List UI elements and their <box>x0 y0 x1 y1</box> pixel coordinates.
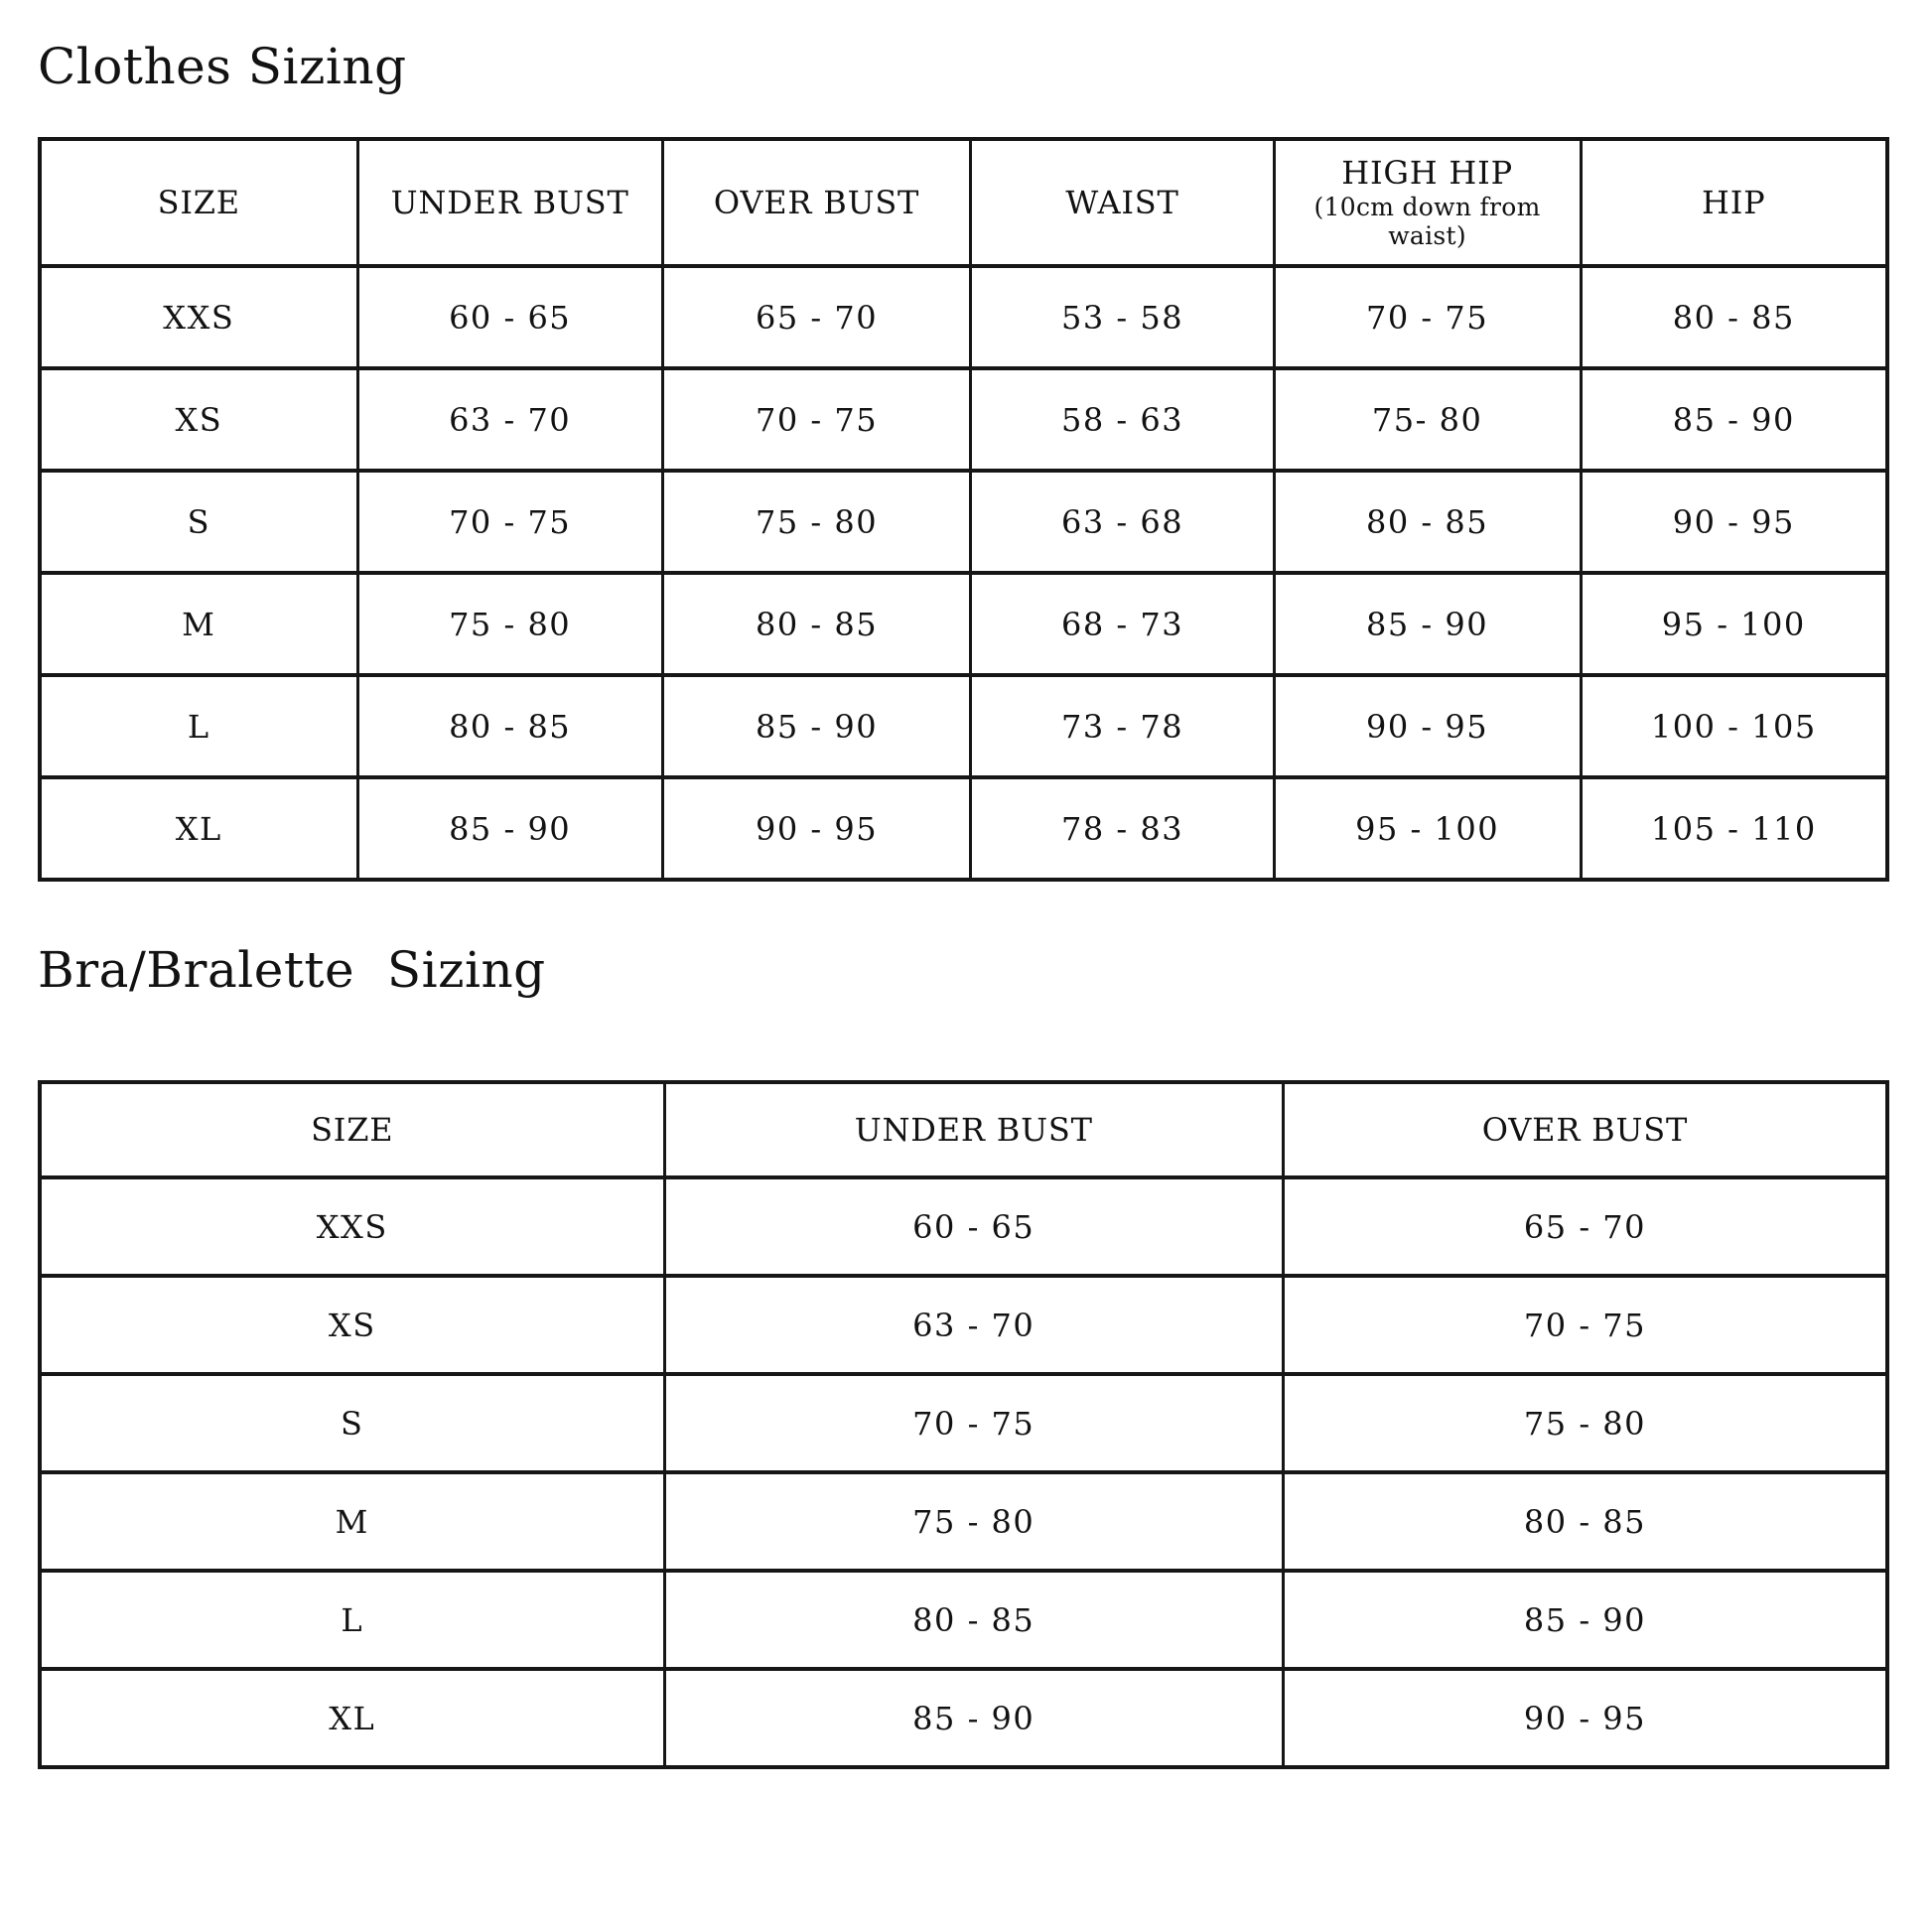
table-row <box>40 777 1887 880</box>
header-row <box>40 139 1887 266</box>
table-row <box>40 1571 1887 1669</box>
table-row <box>40 1374 1887 1472</box>
table-row <box>40 573 1887 675</box>
high-hip-cell: 75- 80 <box>1274 368 1581 471</box>
clothes-sizing-section <box>38 0 1889 882</box>
table-row <box>40 266 1887 368</box>
waist-cell: 53 - 58 <box>971 266 1274 368</box>
over-bust-cell: 85 - 90 <box>662 675 971 777</box>
table-row <box>40 1472 1887 1571</box>
waist-cell: 68 - 73 <box>971 573 1274 675</box>
waist-cell: 73 - 78 <box>971 675 1274 777</box>
under-bust-cell: 75 - 80 <box>357 573 662 675</box>
table-row <box>40 675 1887 777</box>
header-row <box>40 1082 1887 1177</box>
col-header-size <box>40 139 357 266</box>
col-header-under-bust <box>357 139 662 266</box>
table-row <box>40 1669 1887 1767</box>
over-bust-cell: 80 - 85 <box>662 573 971 675</box>
col-header-over-bust-label: OVER BUST <box>1481 1110 1689 1149</box>
under-bust-cell: 75 - 80 <box>664 1472 1283 1571</box>
over-bust-cell: 65 - 70 <box>1283 1177 1887 1276</box>
col-header-over-bust <box>1283 1082 1887 1177</box>
clothes-sizing-header <box>40 139 1887 266</box>
col-header-high-hip-label: HIGH HIP <box>1341 154 1513 193</box>
high-hip-cell: 90 - 95 <box>1274 675 1581 777</box>
col-header-over-bust <box>662 139 971 266</box>
col-header-over-bust-label: OVER BUST <box>713 183 920 221</box>
clothes-sizing-table <box>38 137 1889 882</box>
under-bust-cell: 60 - 65 <box>664 1177 1283 1276</box>
bra-sizing-header <box>40 1082 1887 1177</box>
over-bust-cell: 90 - 95 <box>1283 1669 1887 1767</box>
col-header-under-bust-label: UNDER BUST <box>854 1110 1093 1149</box>
under-bust-cell: 63 - 70 <box>664 1276 1283 1374</box>
bra-sizing-body <box>40 1177 1887 1767</box>
over-bust-cell: 75 - 80 <box>662 471 971 573</box>
under-bust-cell: 60 - 65 <box>357 266 662 368</box>
over-bust-cell: 85 - 90 <box>1283 1571 1887 1669</box>
hip-cell: 105 - 110 <box>1581 777 1887 880</box>
bra-sizing-table <box>38 1080 1889 1769</box>
col-header-size-label: SIZE <box>157 183 240 221</box>
waist-cell: 58 - 63 <box>971 368 1274 471</box>
high-hip-cell: 95 - 100 <box>1274 777 1581 880</box>
under-bust-cell: 80 - 85 <box>664 1571 1283 1669</box>
table-row <box>40 471 1887 573</box>
under-bust-cell: 63 - 70 <box>357 368 662 471</box>
clothes-sizing-title: Clothes Sizing <box>38 38 407 95</box>
over-bust-cell: 90 - 95 <box>662 777 971 880</box>
table-row <box>40 1276 1887 1374</box>
over-bust-cell: 70 - 75 <box>1283 1276 1887 1374</box>
size-cell: XL <box>40 777 357 880</box>
col-header-under-bust-label: UNDER BUST <box>390 183 629 221</box>
col-header-high-hip <box>1274 139 1581 266</box>
high-hip-cell: 70 - 75 <box>1274 266 1581 368</box>
col-header-under-bust <box>664 1082 1283 1177</box>
high-hip-cell: 80 - 85 <box>1274 471 1581 573</box>
col-header-waist-label: WAIST <box>1065 183 1179 221</box>
hip-cell: 90 - 95 <box>1581 471 1887 573</box>
size-cell: M <box>40 1472 664 1571</box>
size-cell: L <box>40 1571 664 1669</box>
size-cell: M <box>40 573 357 675</box>
size-cell: XS <box>40 1276 664 1374</box>
over-bust-cell: 75 - 80 <box>1283 1374 1887 1472</box>
waist-cell: 63 - 68 <box>971 471 1274 573</box>
hip-cell: 80 - 85 <box>1581 266 1887 368</box>
size-cell: S <box>40 1374 664 1472</box>
high-hip-note: (10cm down from waist) <box>1313 193 1541 251</box>
waist-cell: 78 - 83 <box>971 777 1274 880</box>
under-bust-cell: 70 - 75 <box>664 1374 1283 1472</box>
size-cell: S <box>40 471 357 573</box>
col-header-hip-label: HIP <box>1702 183 1766 221</box>
clothes-sizing-body <box>40 266 1887 880</box>
over-bust-cell: 70 - 75 <box>662 368 971 471</box>
col-header-size-label: SIZE <box>311 1110 394 1149</box>
col-header-hip <box>1581 139 1887 266</box>
over-bust-cell: 65 - 70 <box>662 266 971 368</box>
under-bust-cell: 70 - 75 <box>357 471 662 573</box>
size-cell: XXS <box>40 266 357 368</box>
under-bust-cell: 80 - 85 <box>357 675 662 777</box>
under-bust-cell: 85 - 90 <box>664 1669 1283 1767</box>
bra-sizing-title: Bra/Bralette Sizing <box>38 941 546 999</box>
size-cell: L <box>40 675 357 777</box>
over-bust-cell: 80 - 85 <box>1283 1472 1887 1571</box>
under-bust-cell: 85 - 90 <box>357 777 662 880</box>
bra-sizing-section <box>38 941 1889 1769</box>
size-cell: XL <box>40 1669 664 1767</box>
table-row <box>40 368 1887 471</box>
col-header-waist <box>971 139 1274 266</box>
high-hip-cell: 85 - 90 <box>1274 573 1581 675</box>
size-cell: XXS <box>40 1177 664 1276</box>
table-row <box>40 1177 1887 1276</box>
col-header-size <box>40 1082 664 1177</box>
hip-cell: 85 - 90 <box>1581 368 1887 471</box>
size-cell: XS <box>40 368 357 471</box>
hip-cell: 100 - 105 <box>1581 675 1887 777</box>
hip-cell: 95 - 100 <box>1581 573 1887 675</box>
